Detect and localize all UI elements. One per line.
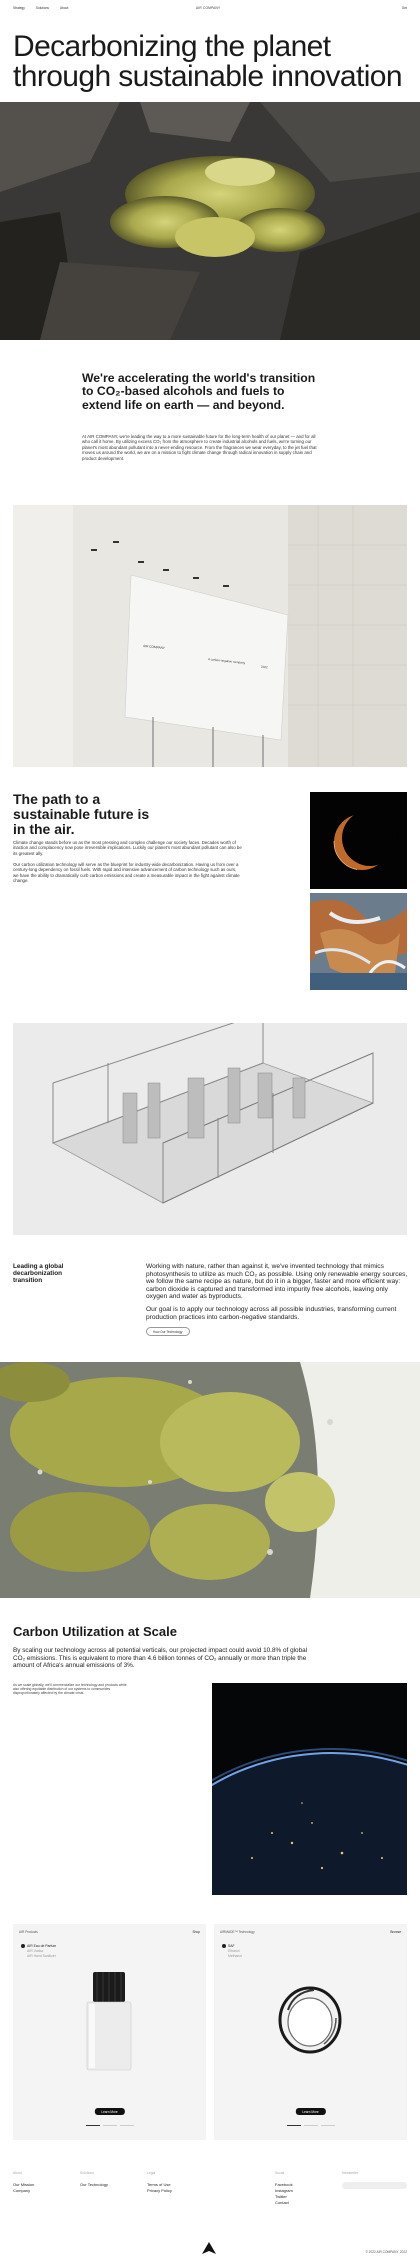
- option[interactable]: Methanol: [228, 1954, 242, 1958]
- footer-column-solutions: Solutions Our Technology: [80, 2171, 108, 2187]
- option[interactable]: AIR Vodka: [27, 1949, 44, 1953]
- footer-link[interactable]: Company: [13, 2188, 31, 2193]
- footer-link[interactable]: Our Technology: [80, 2182, 108, 2187]
- product-card-airmade: [214, 1924, 407, 2140]
- leading-heading: Leading a global decarbonization transition: [13, 1263, 64, 1285]
- path-heading: The path to a sustainable future is in the air.: [13, 791, 150, 837]
- perfume-bottle-icon: [85, 1972, 133, 2072]
- learn-more-button[interactable]: Learn More: [94, 2108, 124, 2115]
- footer-link[interactable]: Contact: [275, 2200, 289, 2205]
- radio-dot-icon: [222, 1944, 226, 1948]
- billboard-year: 2022: [260, 664, 268, 670]
- shop-link[interactable]: Shop: [192, 1930, 200, 1934]
- carousel-pager: [287, 2125, 335, 2126]
- moss-rocks-image: [0, 1362, 420, 1598]
- leading-paragraph-1: Working with nature, rather than against it, we've invented technology that mimics photosynthesis to utilize as much CO₂ as possible. Using only renewable energy sources, we follow the same recipe as nature, but do it in a bigger, faster and more efficient way: carbon dioxide is captured and transformed into impurity free alcohols, leaving only oxygen and water as byproducts.: [146, 1263, 408, 1301]
- path-paragraph-2: Our carbon utilization technology will serve as the blueprint for industry-wide decarbonization. Having us from over a century-long dependency on fossil fuels. With rapid and intensive advancement of carbon technology such as ours, we have the ability to dramatically curb carbon emissions and create a measurable impact in the fight against climate change.: [13, 862, 240, 884]
- brand-logo[interactable]: AIR COMPANY: [196, 6, 221, 10]
- footer-column-social: Social Facebook Instagram Twitter Contact: [275, 2171, 293, 2205]
- hero-title: Decarbonizing the planet through sustainable innovation: [13, 30, 402, 93]
- earth-satellite-image: [310, 893, 407, 990]
- leading-paragraph-2: Our goal is to apply our technology across all possible industries, transforming current production practices into carbon-negative standards.: [146, 1306, 397, 1321]
- reactor-machine-image: [13, 1023, 407, 1235]
- carousel-pager: [86, 2125, 134, 2126]
- card-category: AIRMADE™ Technology: [220, 1930, 255, 1934]
- air-company-logo-icon[interactable]: [202, 2242, 216, 2254]
- footer-newsletter: Newsletter: [342, 2171, 359, 2175]
- radio-dot-icon: [21, 1944, 25, 1948]
- browse-link[interactable]: Browse: [390, 1930, 401, 1934]
- footer-column-about: About Our Mission Company: [13, 2171, 35, 2193]
- option[interactable]: Ethanol: [228, 1949, 240, 1953]
- billboard-image: [13, 505, 407, 767]
- option[interactable]: AIR Hand Sanitizer: [27, 1954, 56, 1958]
- option-selected[interactable]: SAF: [222, 1944, 242, 1949]
- footer-link[interactable]: Terms of Use: [147, 2182, 171, 2187]
- copyright: © 2022 AIR COMPANY. 2022: [365, 2250, 407, 2254]
- eclipse-image: [310, 792, 407, 889]
- billboard-text: A carbon-negative company: [207, 657, 246, 665]
- earth-night-image: [212, 1683, 407, 1895]
- footer-link[interactable]: Privacy Policy: [147, 2188, 172, 2193]
- card-category: AIR Products: [19, 1930, 38, 1934]
- nav-link-strategy[interactable]: Strategy: [13, 6, 25, 10]
- footer-link[interactable]: Facebook: [275, 2182, 293, 2187]
- intro-body: At AIR COMPANY, we're leading the way to a more sustainable future for the long-term health of our planet — and for all who call it home. By utilizing excess CO₂ from the atmosphere to create industrial alcohols and fuels, we're turning our planet's most abundant pollutant into a never-ending resource. From the fragrances we wear everyday, to the jet fuel that moves us around the world, we are on a mission to fight climate change through radical innovation in supply chain and product development.: [82, 434, 317, 461]
- intro-heading: We're accelerating the world's transition to CO₂-based alcohols and fuels to extend life on earth — and beyond.: [82, 371, 316, 412]
- learn-more-button[interactable]: Learn More: [295, 2108, 325, 2115]
- nav-contact-link[interactable]: Get: [401, 6, 407, 10]
- carbon-heading: Carbon Utilization at Scale: [13, 1624, 177, 1639]
- hero-lichen-image: [0, 102, 420, 340]
- path-paragraph-1: Climate change stands before us as the most pressing and complex challenge our society faces. Decades worth of inaction and complacency now pose irreversible implications. Luckily our planet's most abundant pollutant can also be its greatest ally.: [13, 840, 242, 856]
- glass-droplet-icon: [274, 1980, 346, 2060]
- nav-link-about[interactable]: About: [60, 6, 69, 10]
- footer-link[interactable]: Instagram: [275, 2188, 293, 2193]
- billboard-brand: AIR COMPANY: [142, 643, 166, 651]
- carbon-small-text: As we scale globally, we'll commercialize our technology and products while also offering equitable distribution of our systems to communities disproportionately affected by the climate crisis.: [13, 1683, 127, 1696]
- top-nav: [0, 0, 420, 14]
- technology-button[interactable]: How Our Technology: [146, 1327, 190, 1336]
- footer-column-legal: Legal Terms of Use Privacy Policy: [147, 2171, 172, 2193]
- option-selected[interactable]: AIR Eau de Parfum: [21, 1944, 56, 1949]
- footer-link[interactable]: Our Mission: [13, 2182, 35, 2187]
- newsletter-email-input[interactable]: [342, 2182, 407, 2189]
- carbon-body: By scaling our technology across all potential verticals, our projected impact could avoid 10.8% of global CO₂ emissions. This is equivalent to more than 4.6 billion tonnes of CO₂ annually or more than triple the amount of Africa's annual emissions of 3%.: [13, 1647, 308, 1670]
- product-card-air-products: [13, 1924, 206, 2140]
- nav-link-solutions[interactable]: Solutions: [35, 6, 49, 10]
- footer-link[interactable]: Twitter: [275, 2194, 287, 2199]
